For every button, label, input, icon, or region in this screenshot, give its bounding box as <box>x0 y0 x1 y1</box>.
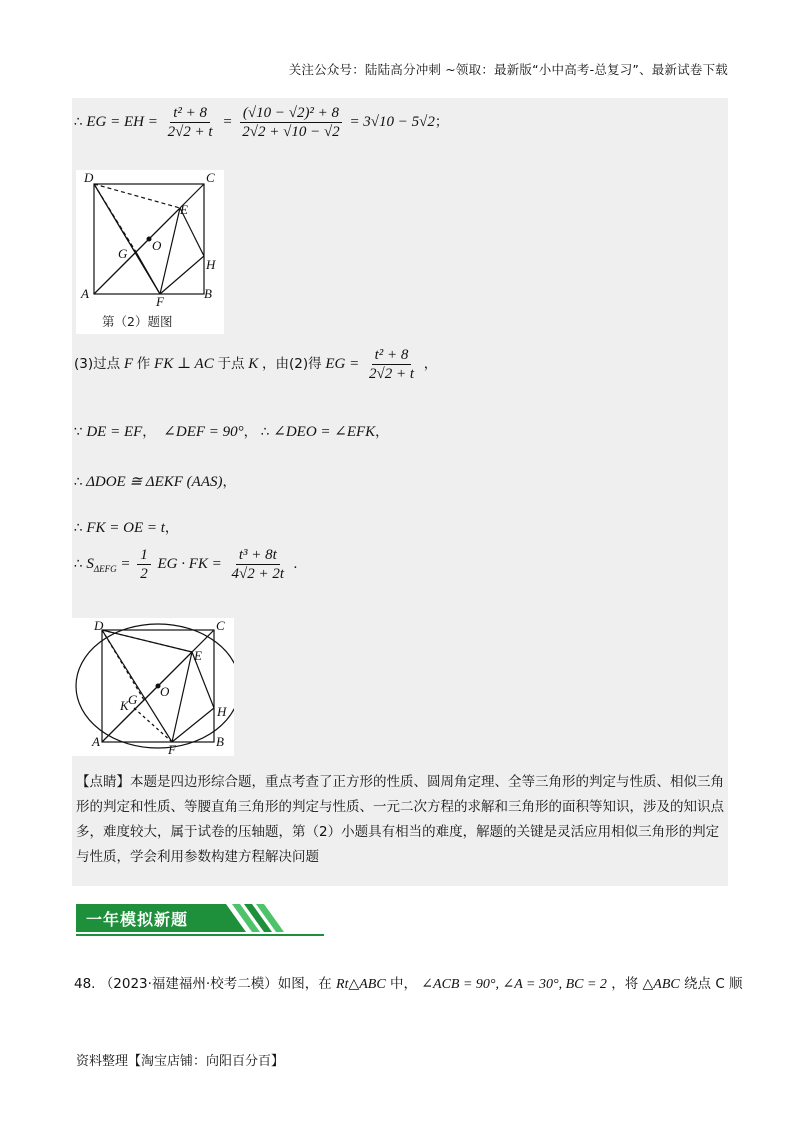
eg-eh-equation <box>74 104 448 141</box>
step3-point-f: F <box>123 355 134 372</box>
label-K: K <box>120 698 129 713</box>
figure-problem-3 <box>72 618 234 756</box>
de-ef: DE = EF <box>86 424 143 440</box>
step3-point-k: K <box>248 355 259 372</box>
geometry-figure-2 <box>72 618 234 756</box>
step3-perp: FK ⊥ AC <box>154 355 214 372</box>
problem-48 <box>74 972 743 993</box>
step3-text4: ，由(2)得 <box>261 355 322 372</box>
step3-eg: EG = <box>325 355 360 372</box>
label-B: B <box>204 286 212 301</box>
fk-statement: FK = OE = t <box>86 520 165 536</box>
area-s: S <box>86 555 94 572</box>
step3-end: ， <box>423 355 438 372</box>
geometry-figure-1 <box>76 170 224 334</box>
fraction-1-num: t² + 8 <box>170 104 210 123</box>
problem-conditions: ∠ACB = 90°, ∠A = 30°, BC = 2 <box>421 977 607 992</box>
step3-text3: 于点 <box>217 355 245 372</box>
half-fraction <box>137 546 151 583</box>
label-G: G <box>118 246 128 261</box>
label-E: E <box>194 648 202 663</box>
section-banner <box>76 902 326 938</box>
label-B: B <box>216 734 224 749</box>
problem-end: 绕点 C 顺 <box>684 976 743 992</box>
banner-title: 一年模拟新题 <box>86 910 189 929</box>
step3-den: 2√2 + t <box>368 366 415 382</box>
label-D: D <box>84 170 94 185</box>
equals-sign: = <box>222 113 233 130</box>
fraction-2-num: (√10 − √2)² + 8 <box>240 104 342 123</box>
fraction-2-den: 2√2 + √10 − √2 <box>242 124 340 140</box>
because-symbol: ∵ <box>74 424 83 440</box>
area-eq: = <box>120 555 131 572</box>
area-den: 4√2 + 2t <box>231 566 285 582</box>
fk-line <box>74 516 178 537</box>
comma: ， <box>375 424 389 440</box>
label-A: A <box>81 286 89 301</box>
page-footer: 资料整理【淘宝店铺：向阳百分百】 <box>76 1054 285 1069</box>
label-O: O <box>160 684 170 699</box>
label-F: F <box>156 294 164 309</box>
step3-text1: (3)过点 <box>74 355 121 372</box>
label-E: E <box>180 202 188 217</box>
fraction-2 <box>239 104 342 141</box>
figure-problem-2 <box>76 170 224 334</box>
label-D: D <box>94 618 104 633</box>
label-H: H <box>206 257 216 272</box>
comma: ， <box>164 520 179 536</box>
label-G: G <box>128 692 138 707</box>
therefore-symbol: ∴ <box>260 424 270 440</box>
label-A: A <box>92 734 100 749</box>
therefore-symbol: ∴ <box>74 520 83 536</box>
label-C: C <box>216 618 225 633</box>
semicolon: ； <box>434 113 449 130</box>
label-F: F <box>168 742 176 756</box>
step-3-line <box>74 346 437 383</box>
fraction-1-den: 2√2 + t <box>167 124 213 140</box>
area-end: . <box>293 555 298 572</box>
comma: ， <box>243 424 258 440</box>
therefore-symbol: ∴ <box>74 555 83 572</box>
problem-source: （2023·福建福州·校考二模）如图，在 <box>99 976 332 992</box>
area-subscript: ΔEFG <box>93 563 117 574</box>
angle-deo-efk: ∠DEO = ∠EFK <box>273 424 376 440</box>
because-line <box>74 420 389 441</box>
eg-result: = 3√10 − 5√2 <box>349 113 435 130</box>
area-line <box>74 546 298 583</box>
therefore-symbol: ∴ <box>74 474 83 490</box>
therefore-symbol: ∴ <box>74 113 83 130</box>
step3-num: t² + 8 <box>372 346 412 365</box>
congruent-line <box>74 470 236 491</box>
area-fraction <box>229 546 288 583</box>
label-H: H <box>217 704 227 719</box>
problem-comma: ，将 <box>611 976 639 992</box>
figure-1-caption: 第（2）题图 <box>102 314 173 329</box>
step3-text2: 作 <box>136 355 151 372</box>
fraction-1 <box>165 104 216 141</box>
comma: ， <box>142 424 156 440</box>
page-header: 关注公众号：陆陆高分冲刺 ~领取：最新版“小中高考-总复习”、最新试卷下载 <box>288 62 728 77</box>
congruent-statement: ΔDOE ≅ ΔEKF (AAS) <box>86 474 223 490</box>
problem-number: 48. <box>74 976 96 992</box>
half-den: 2 <box>140 566 148 582</box>
angle-def: ∠DEF = 90° <box>163 424 244 440</box>
area-mid: EG · FK = <box>157 555 222 572</box>
rt-triangle: Rt△ABC <box>336 977 386 992</box>
comma: ， <box>222 474 236 490</box>
triangle-abc: △ABC <box>642 977 680 992</box>
label-C: C <box>206 170 215 185</box>
comment-paragraph: 【点睛】本题是四边形综合题，重点考查了正方形的性质、圆周角定理、全等三角形的判定与性质、相似三角形的判定和性质、等腰直角三角形的判定与性质、一元二次方程的求解和三角形的面积等知识，涉及的知识点多，难度较大，属于试卷的压轴题，第（2）小题具有相当的难度，解题的关键是灵活应用相似三角形的判定与性质，学会利用参数构建方程解决问题 <box>76 774 724 865</box>
label-O: O <box>152 238 162 253</box>
area-num: t³ + 8t <box>236 546 280 565</box>
half-num: 1 <box>137 546 151 565</box>
eg-eh-lhs: EG = EH = <box>86 113 158 130</box>
problem-mid: 中， <box>389 976 417 992</box>
step3-fraction <box>366 346 417 383</box>
